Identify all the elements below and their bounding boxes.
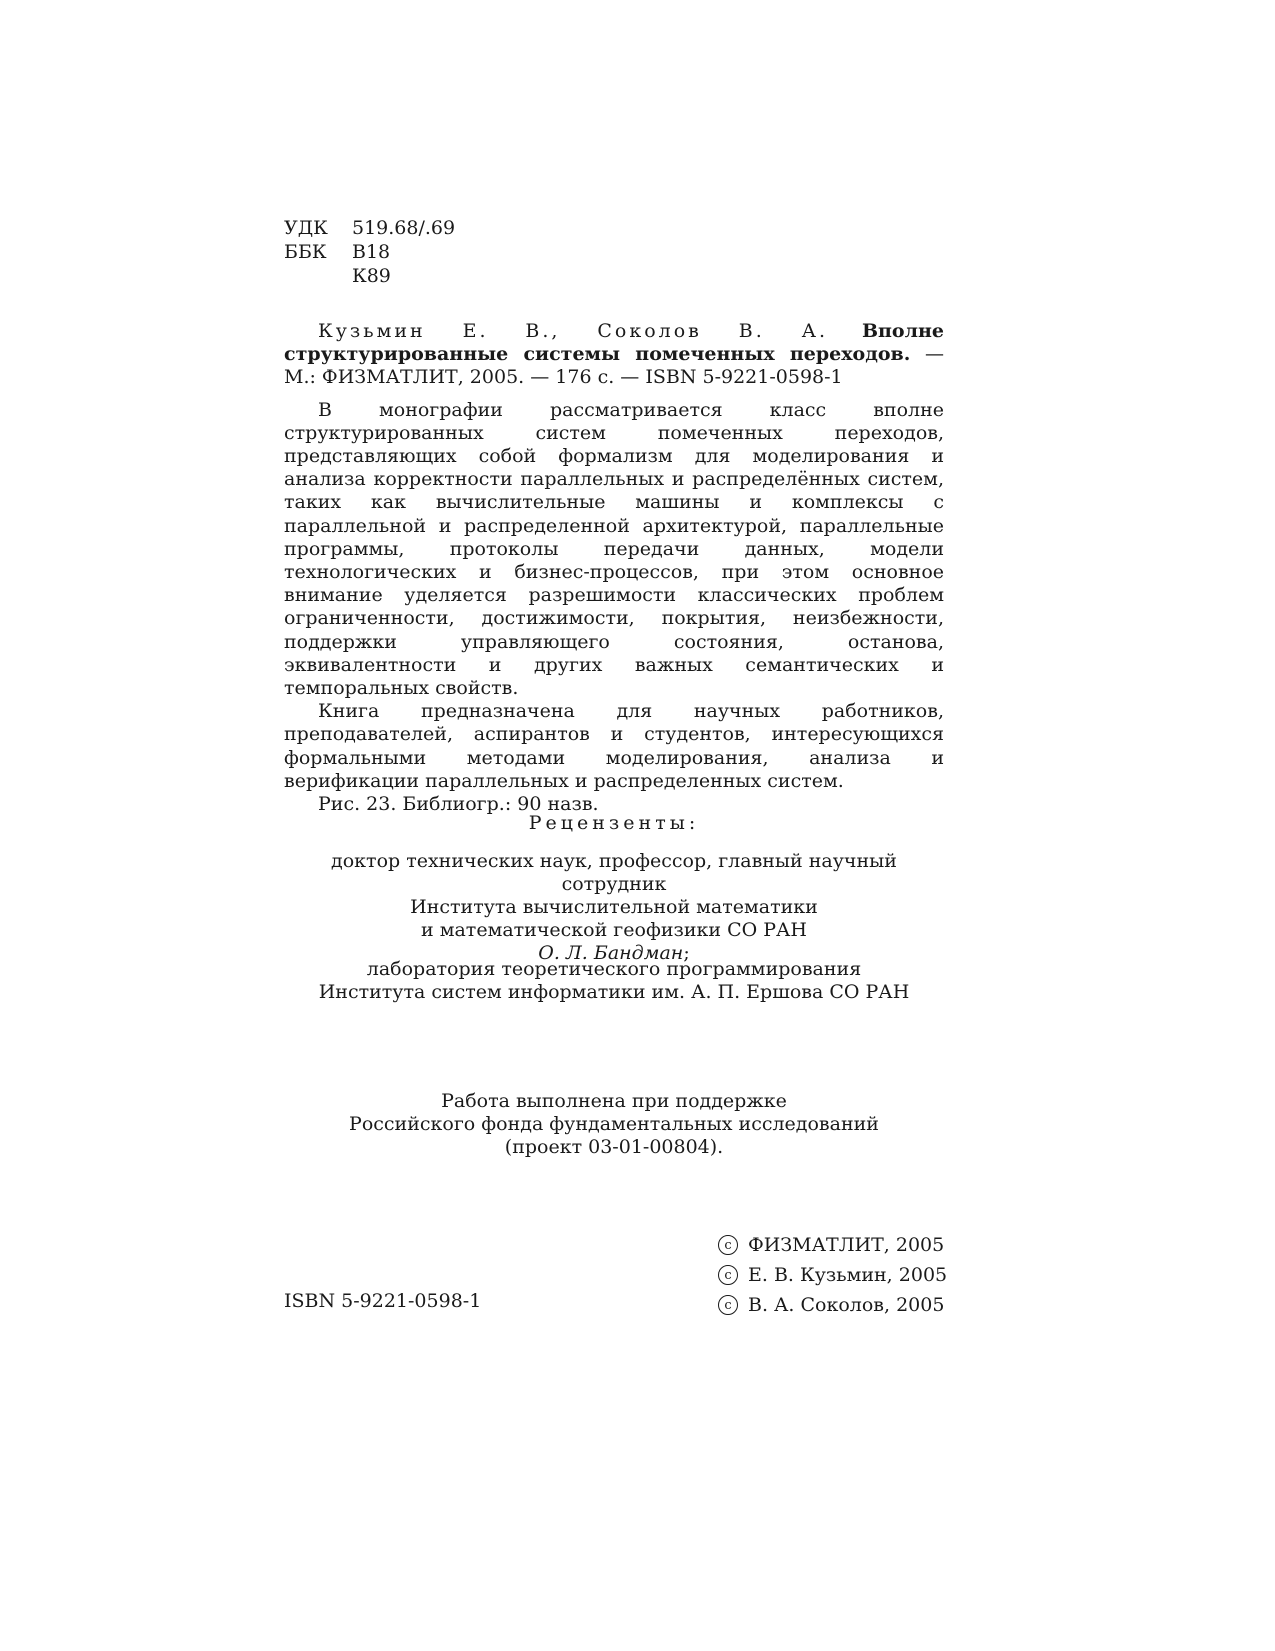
copyright-holder: ФИЗМАТЛИТ, 2005 — [748, 1234, 945, 1256]
copyright-icon: c — [718, 1295, 738, 1315]
annotation-block — [284, 320, 944, 816]
support-line1: Работа выполнена при поддержке — [441, 1090, 787, 1112]
bibliographic-entry — [284, 320, 944, 390]
bib-authors: Кузьмин Е. В., Соколов В. А. — [318, 320, 829, 342]
bib-imprint: — М.: ФИЗМАТЛИТ, 2005. — 176 с. — ISBN 5-9221-0598-1 — [284, 343, 945, 389]
copyright-notices — [718, 1230, 947, 1320]
udk-label: УДК — [284, 217, 328, 239]
copyright-icon: c — [718, 1265, 738, 1285]
classification-codes — [284, 216, 455, 288]
reviewer2-line2: Института систем информатики им. А. П. Ершова СО РАН — [318, 981, 910, 1003]
copyright-icon: c — [718, 1235, 738, 1255]
isbn-number: ISBN 5-9221-0598-1 — [284, 1290, 482, 1312]
reviewer1-line3: и математической геофизики СО РАН — [421, 919, 807, 941]
figures-bibliography-note: Рис. 23. Библиогр.: 90 назв. — [318, 793, 599, 816]
copyright-author-1 — [718, 1260, 947, 1290]
reviewer-2 — [284, 958, 944, 1004]
funding-note — [284, 1090, 944, 1159]
author-mark-row — [284, 264, 455, 288]
support-line3: (проект 03-01-00804). — [504, 1136, 724, 1158]
reviewer1-suffix: ; — [683, 942, 690, 964]
abstract-paragraph-2: Книга предназначена для научных работников, преподавателей, аспирантов и студентов, интересующихся формальными методами моделирования, анализа и верификации параллельных и распределенных систем. — [284, 700, 944, 792]
bib-title: Вполне структурированные системы помеченных переходов. — [284, 320, 944, 366]
author-mark: К89 — [352, 265, 391, 287]
bbk-label: ББК — [284, 241, 327, 263]
reviewer1-name: О. Л. Бандман — [538, 942, 684, 964]
copyright-holder: В. А. Соколов, 2005 — [748, 1294, 945, 1316]
reviewer1-line2: Института вычислительной математики — [410, 896, 818, 918]
support-line2: Российского фонда фундаментальных исследований — [349, 1113, 879, 1135]
reviewers-heading: Рецензенты: — [528, 812, 700, 834]
bbk-row — [284, 240, 455, 264]
copyright-author-2 — [718, 1290, 947, 1320]
abstract-paragraph-1: В монографии рассматривается класс вполне структурированных систем помеченных переходов, представляющих собой формализм для моделирования и анализа корректности параллельных и распределённых систем, таких как вычислительные машины и комплексы с параллельной и распределенной архитектурой, параллельные программы, протоколы передачи данных, модели технологических и бизнес-процессов, при этом основное внимание уделяется разрешимости классических проблем ограниченности, достижимости, покрытия, неизбежности, поддержки управляющего состояния, останова, эквивалентности и других важных семантических и темпоральных свойств. — [284, 398, 944, 700]
bbk-value: В18 — [352, 241, 391, 263]
copyright-holder: Е. В. Кузьмин, 2005 — [748, 1264, 948, 1286]
udk-value: 519.68/.69 — [352, 217, 456, 239]
reviewer1-line1: доктор технических наук, профессор, главный научный сотрудник — [331, 850, 897, 895]
reviewer-1 — [284, 850, 944, 965]
udk-row — [284, 216, 455, 240]
reviewer2-line1: лаборатория теоретического программирования — [366, 958, 862, 980]
copyright-publisher — [718, 1230, 947, 1260]
